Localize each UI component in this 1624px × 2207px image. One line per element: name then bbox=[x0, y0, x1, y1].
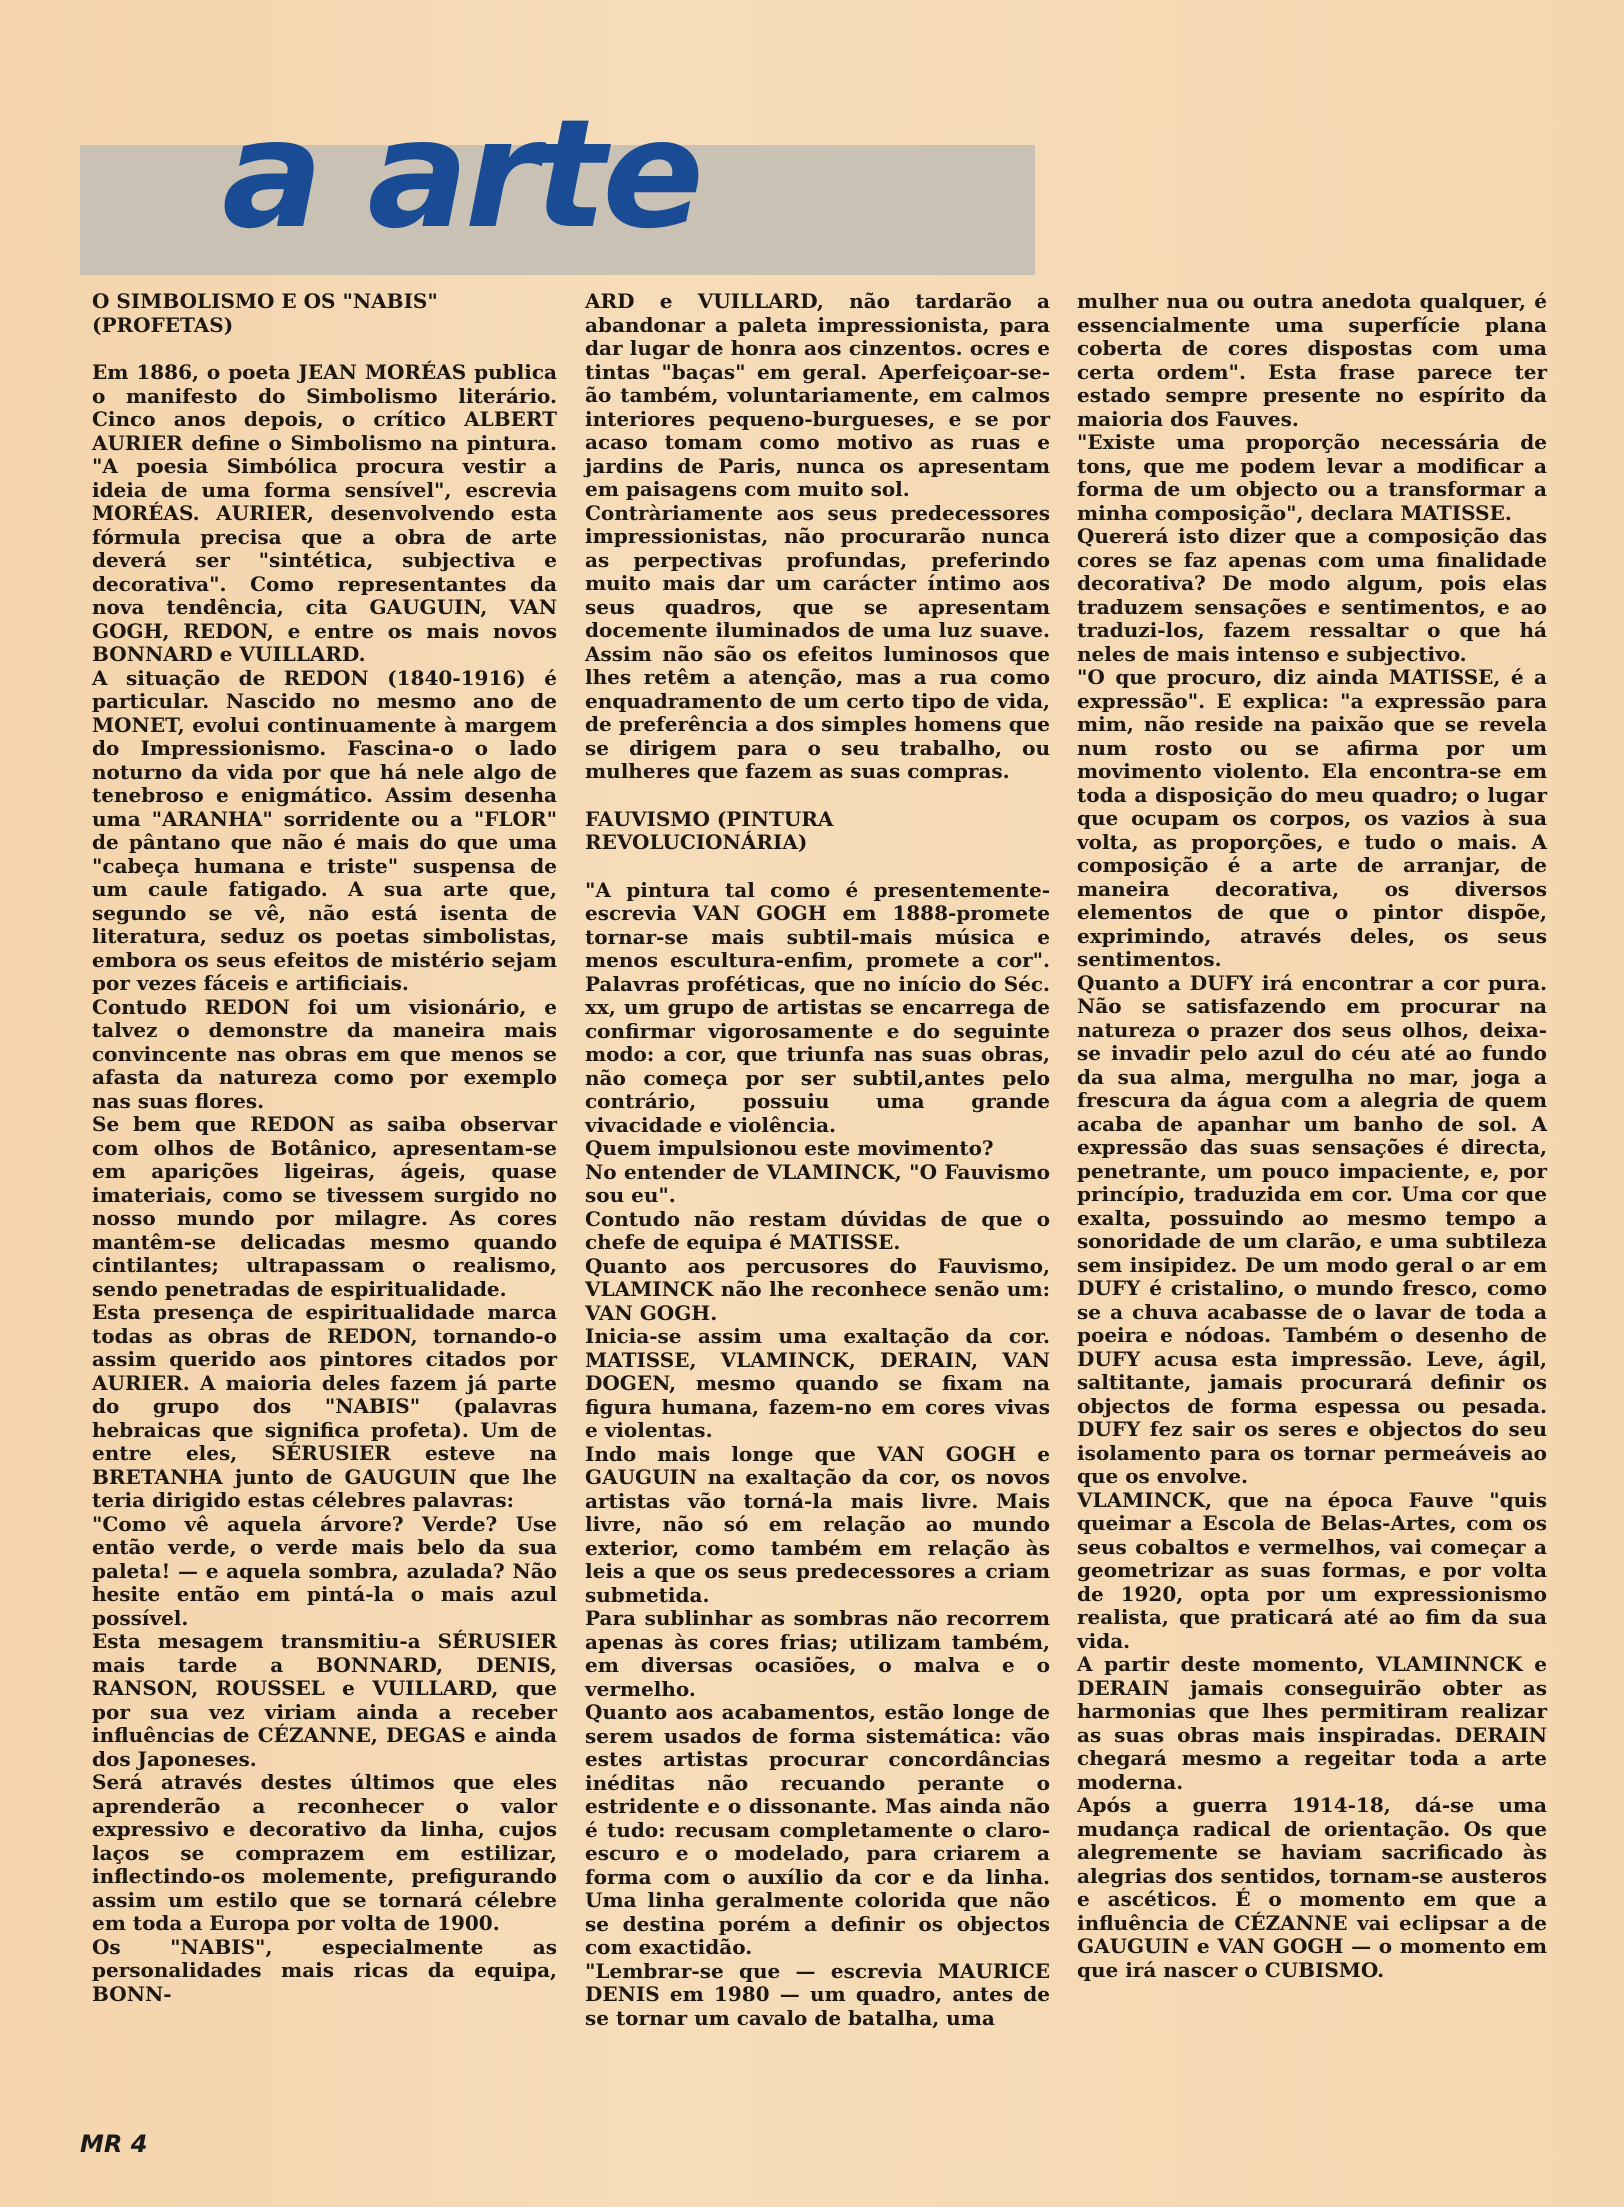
paragraph: Esta mesagem transmitiu-a SÉRUSIER mais tarde a BONNARD, DENIS, RANSON, ROUSSEL e VUILLARD, que por sua vez viriam ainda a receber influências de CÉZANNE, DEGAS e ainda dos Japoneses. bbox=[92, 1629, 557, 1771]
paragraph: Se bem que REDON as saiba observar com olhos de Botânico, apresentam-se em aparições ligeiras, ágeis, quase imateriais, como se tivessem surgido no nosso mundo por milagre. As cores mantêm-se delicadas mesmo quando cintilantes; ultrapassam o realismo, sendo penetradas de espiritualidade. bbox=[92, 1112, 557, 1301]
paragraph: Inicia-se assim uma exaltação da cor. MATISSE, VLAMINCK, DERAIN, VAN DOGEN, mesmo quando se fixam na figura humana, fazem-no em cores vivas e violentas. bbox=[585, 1324, 1050, 1442]
paragraph: Quanto aos acabamentos, estão longe de serem usados de forma sistemática: vão estes artistas procurar concordâncias inéditas não recuando perante o estridente e o dissonante. Mas ainda não é tudo: recusam completamente o claro-escuro e o modelado, para criarem a forma com o auxílio da cor e da linha. Uma linha geralmente colorida que não se destina porém a definir os objectos com exactidão. bbox=[585, 1700, 1050, 1959]
paragraph: Contràriamente aos seus predecessores impressionistas, não procurarão nunca as perpectivas profundas, preferindo muito mais dar um carácter íntimo aos seus quadros, que se apresentam docemente iluminados de uma luz suave. Assim não são os efeitos luminosos que lhes retêm a atenção, mas a rua como enquadramento de um certo tipo de vida, de preferência a dos simples homens que se dirigem para o seu trabalho, ou mulheres que fazem as suas compras. bbox=[585, 500, 1050, 783]
page-number: MR 4 bbox=[80, 2130, 148, 2158]
paragraph: Para sublinhar as sombras não recorrem apenas às cores frias; utilizam também, em diversas ocasiões, o malva e o vermelho. bbox=[585, 1606, 1050, 1701]
paragraph: mulher nua ou outra anedota qualquer, é essencialmente uma superfície plana coberta de cores dispostas com uma certa ordem". Esta frase parece ter estado sempre presente no espírito da maioria dos Fauves. bbox=[1077, 289, 1547, 431]
paragraph: Indo mais longe que VAN GOGH e GAUGUIN na exaltação da cor, os novos artistas vão torná-la mais livre. Mais livre, não só em relação ao mundo exterior, como também em relação às leis a que os seus predecessores a criam submetida. bbox=[585, 1441, 1050, 1607]
paragraph: Quanto aos percusores do Fauvismo, VLAMINCK não lhe reconhece senão um: VAN GOGH. bbox=[585, 1253, 1050, 1325]
column-2 bbox=[585, 290, 1050, 2030]
paragraph: Em 1886, o poeta JEAN MORÉAS publica o manifesto do Simbolismo literário. Cinco anos depois, o crítico ALBERT AURIER define o Simbolismo na pintura. "A poesia Simbólica procura vestir a ideia de uma forma sensível", escrevia MORÉAS. AURIER, desenvolvendo esta fórmula precisa que a obra de arte deverá ser "sintética, subjectiva e decorativa". Como representantes da nova tendência, cita GAUGUIN, VAN GOGH, REDON, e entre os mais novos BONNARD e VUILLARD. bbox=[92, 360, 557, 666]
paragraph: A situação de REDON (1840-1916) é particular. Nascido no mesmo ano de MONET, evolui continuamente à margem do Impressionismo. Fascina-o o lado noturno da vida por que há nele algo de tenebroso e enigmático. Assim desenha uma "ARANHA" sorridente ou a "FLOR" de pântano que não é mais do que uma "cabeça humana e triste" suspensa de um caule fatigado. A sua arte que, segundo se vê, não está isenta de literatura, seduz os poetas simbolistas, embora os seus efeitos de mistério sejam por vezes fáceis e artificiais. bbox=[92, 665, 557, 995]
paragraph: Quanto a DUFY irá encontrar a cor pura. Não se satisfazendo em procurar na natureza o prazer dos seus olhos, deixa-se invadir pelo azul do céu até ao fundo da sua alma, mergulha no mar, joga a frescura da água com a alegria de quem acaba de apanhar um banho de sol. A expressão das suas sensações é directa, penetrante, um pouco impaciente, e, por princípio, traduzida em cor. Uma cor que exalta, possuindo ao mesmo tempo a sonoridade de um clarão, e uma subtileza sem insipidez. De um modo geral o ar em DUFY é cristalino, o mundo fresco, como se a chuva acabasse de o lavar de toda a poeira e nódoas. Também o desenho de DUFY acusa esta impressão. Leve, ágil, saltitante, jamais procurará definir os objectos de forma espessa ou pesada. DUFY fez sair os seres e objectos do seu isolamento para os tornar permeáveis ao que os envolve. bbox=[1077, 970, 1547, 1488]
paragraph: Quem impulsionou este movimento? bbox=[585, 1136, 994, 1160]
paragraph: Os "NABIS", especialmente as personalidades mais ricas da equipa, BONN- bbox=[92, 1934, 557, 2006]
paragraph: Quererá isto dizer que a composição das cores se faz apenas com uma finalidade decorativa? De modo algum, pois elas traduzem sensações e sentimentos, e ao traduzi-los, fazem ressaltar o que há neles de mais intenso e subjectivo. bbox=[1077, 524, 1547, 666]
paragraph: Será através destes últimos que eles aprenderão a reconhecer o valor expressivo e decorativo da linha, cujos laços se comprazem em estilizar, inflectindo-os molemente, prefigurando assim um estilo que se tornará célebre em toda a Europa por volta de 1900. bbox=[92, 1770, 557, 1935]
column-1 bbox=[92, 290, 557, 2006]
paragraph: "Lembrar-se que — escrevia MAURICE DENIS em 1980 — um quadro, antes de se tornar um cavalo de batalha, uma bbox=[585, 1958, 1050, 2030]
paragraph: No entender de VLAMINCK, "O Fauvismo sou eu". bbox=[585, 1159, 1050, 1207]
paragraph: A partir deste momento, VLAMINNCK e DERAIN jamais conseguirão obter as harmonias que lhes permitiram realizar as suas obras mais inspiradas. DERAIN chegará mesmo a regeitar toda a arte moderna. bbox=[1077, 1652, 1547, 1794]
paragraph: VLAMINCK, que na época Fauve "quis queimar a Escola de Belas-Artes, com os seus cobaltos e vermelhos, vai começar a geometrizar as suas formas, e por volta de 1920, opta por um expressionismo realista, que praticará até ao fim da sua vida. bbox=[1077, 1487, 1547, 1653]
paragraph: "Como vê aquela árvore? Verde? Use então verde, o verde mais belo da sua paleta! — e aquela sombra, azulada? Não hesite então em pintá-la o mais azul possível. bbox=[92, 1511, 557, 1630]
column-3 bbox=[1077, 290, 1547, 1982]
page-title: a arte bbox=[222, 88, 701, 262]
paragraph: ARD e VUILLARD, não tardarão a abandonar a paleta impressionista, para dar lugar de honra aos cinzentos. ocres e tintas "baças" em geral. Aperfeiçoar-se-ão também, voluntariamente, em calmos interiores pequeno-burgueses, e se por acaso tomam como motivo as ruas e jardins de Paris, nunca os apresentam em paisagens com muito sol. bbox=[585, 289, 1050, 501]
paragraph: Após a guerra 1914-18, dá-se uma mudança radical de orientação. Os que alegremente se haviam sacrificado às alegrias dos sentidos, tornam-se austeros e ascéticos. É o momento em que a influência de CÉZANNE vai eclipsar a de GAUGUIN e VAN GOGH — o momento em que irá nascer o CUBISMO. bbox=[1077, 1793, 1547, 1982]
paragraph: Contudo não restam dúvidas de que o chefe de equipa é MATISSE. bbox=[585, 1206, 1050, 1254]
paragraph: "O que procuro, diz ainda MATISSE, é a expressão". E explica: "a expressão para mim, não reside na paixão que se revela num rosto ou se afirma por um movimento violento. Ela encontra-se em toda a disposição do meu quadro; o lugar que ocupam os corpos, os vazios à sua volta, as proporções, e tudo o mais. A composição é a arte de arranjar, de maneira decorativa, os diversos elementos de que o pintor dispõe, exprimindo, através deles, os seus sentimentos. bbox=[1077, 665, 1547, 971]
paragraph: Contudo REDON foi um visionário, e talvez o demonstre da maneira mais convincente nas obras em que menos se afasta da natureza como por exemplo nas suas flores. bbox=[92, 994, 557, 1113]
paragraph: Esta presença de espiritualidade marca todas as obras de REDON, tornando-o assim querido aos pintores citados por AURIER. A maioria deles fazem já parte do grupo dos "NABIS" (palavras hebraicas que significa profeta). Um de entre eles, SÉRUSIER esteve na BRETANHA junto de GAUGUIN que lhe teria dirigido estas célebres palavras: bbox=[92, 1300, 557, 1512]
section-heading-simbolismo: O SIMBOLISMO E OS "NABIS" (PROFETAS) bbox=[92, 289, 438, 337]
section-heading-fauvismo: FAUVISMO (PINTURA REVOLUCIONÁRIA) bbox=[585, 806, 834, 854]
paragraph: "A pintura tal como é presentemente-escrevia VAN GOGH em 1888-promete tornar-se mais subtil-mais música e menos escultura-enfim, promete a cor". Palavras proféticas, que no início do Séc. xx, um grupo de artistas se encarrega de confirmar vigorosamente e do seguinte modo: a cor, que triunfa nas suas obras, não começa por ser subtil,antes pelo contrário, possuiu uma grande vivacidade e violência. bbox=[585, 877, 1050, 1137]
paragraph: "Existe uma proporção necessária de tons, que me podem levar a modificar a forma de um objecto ou a transformar a minha composição", declara MATISSE. bbox=[1077, 430, 1547, 525]
